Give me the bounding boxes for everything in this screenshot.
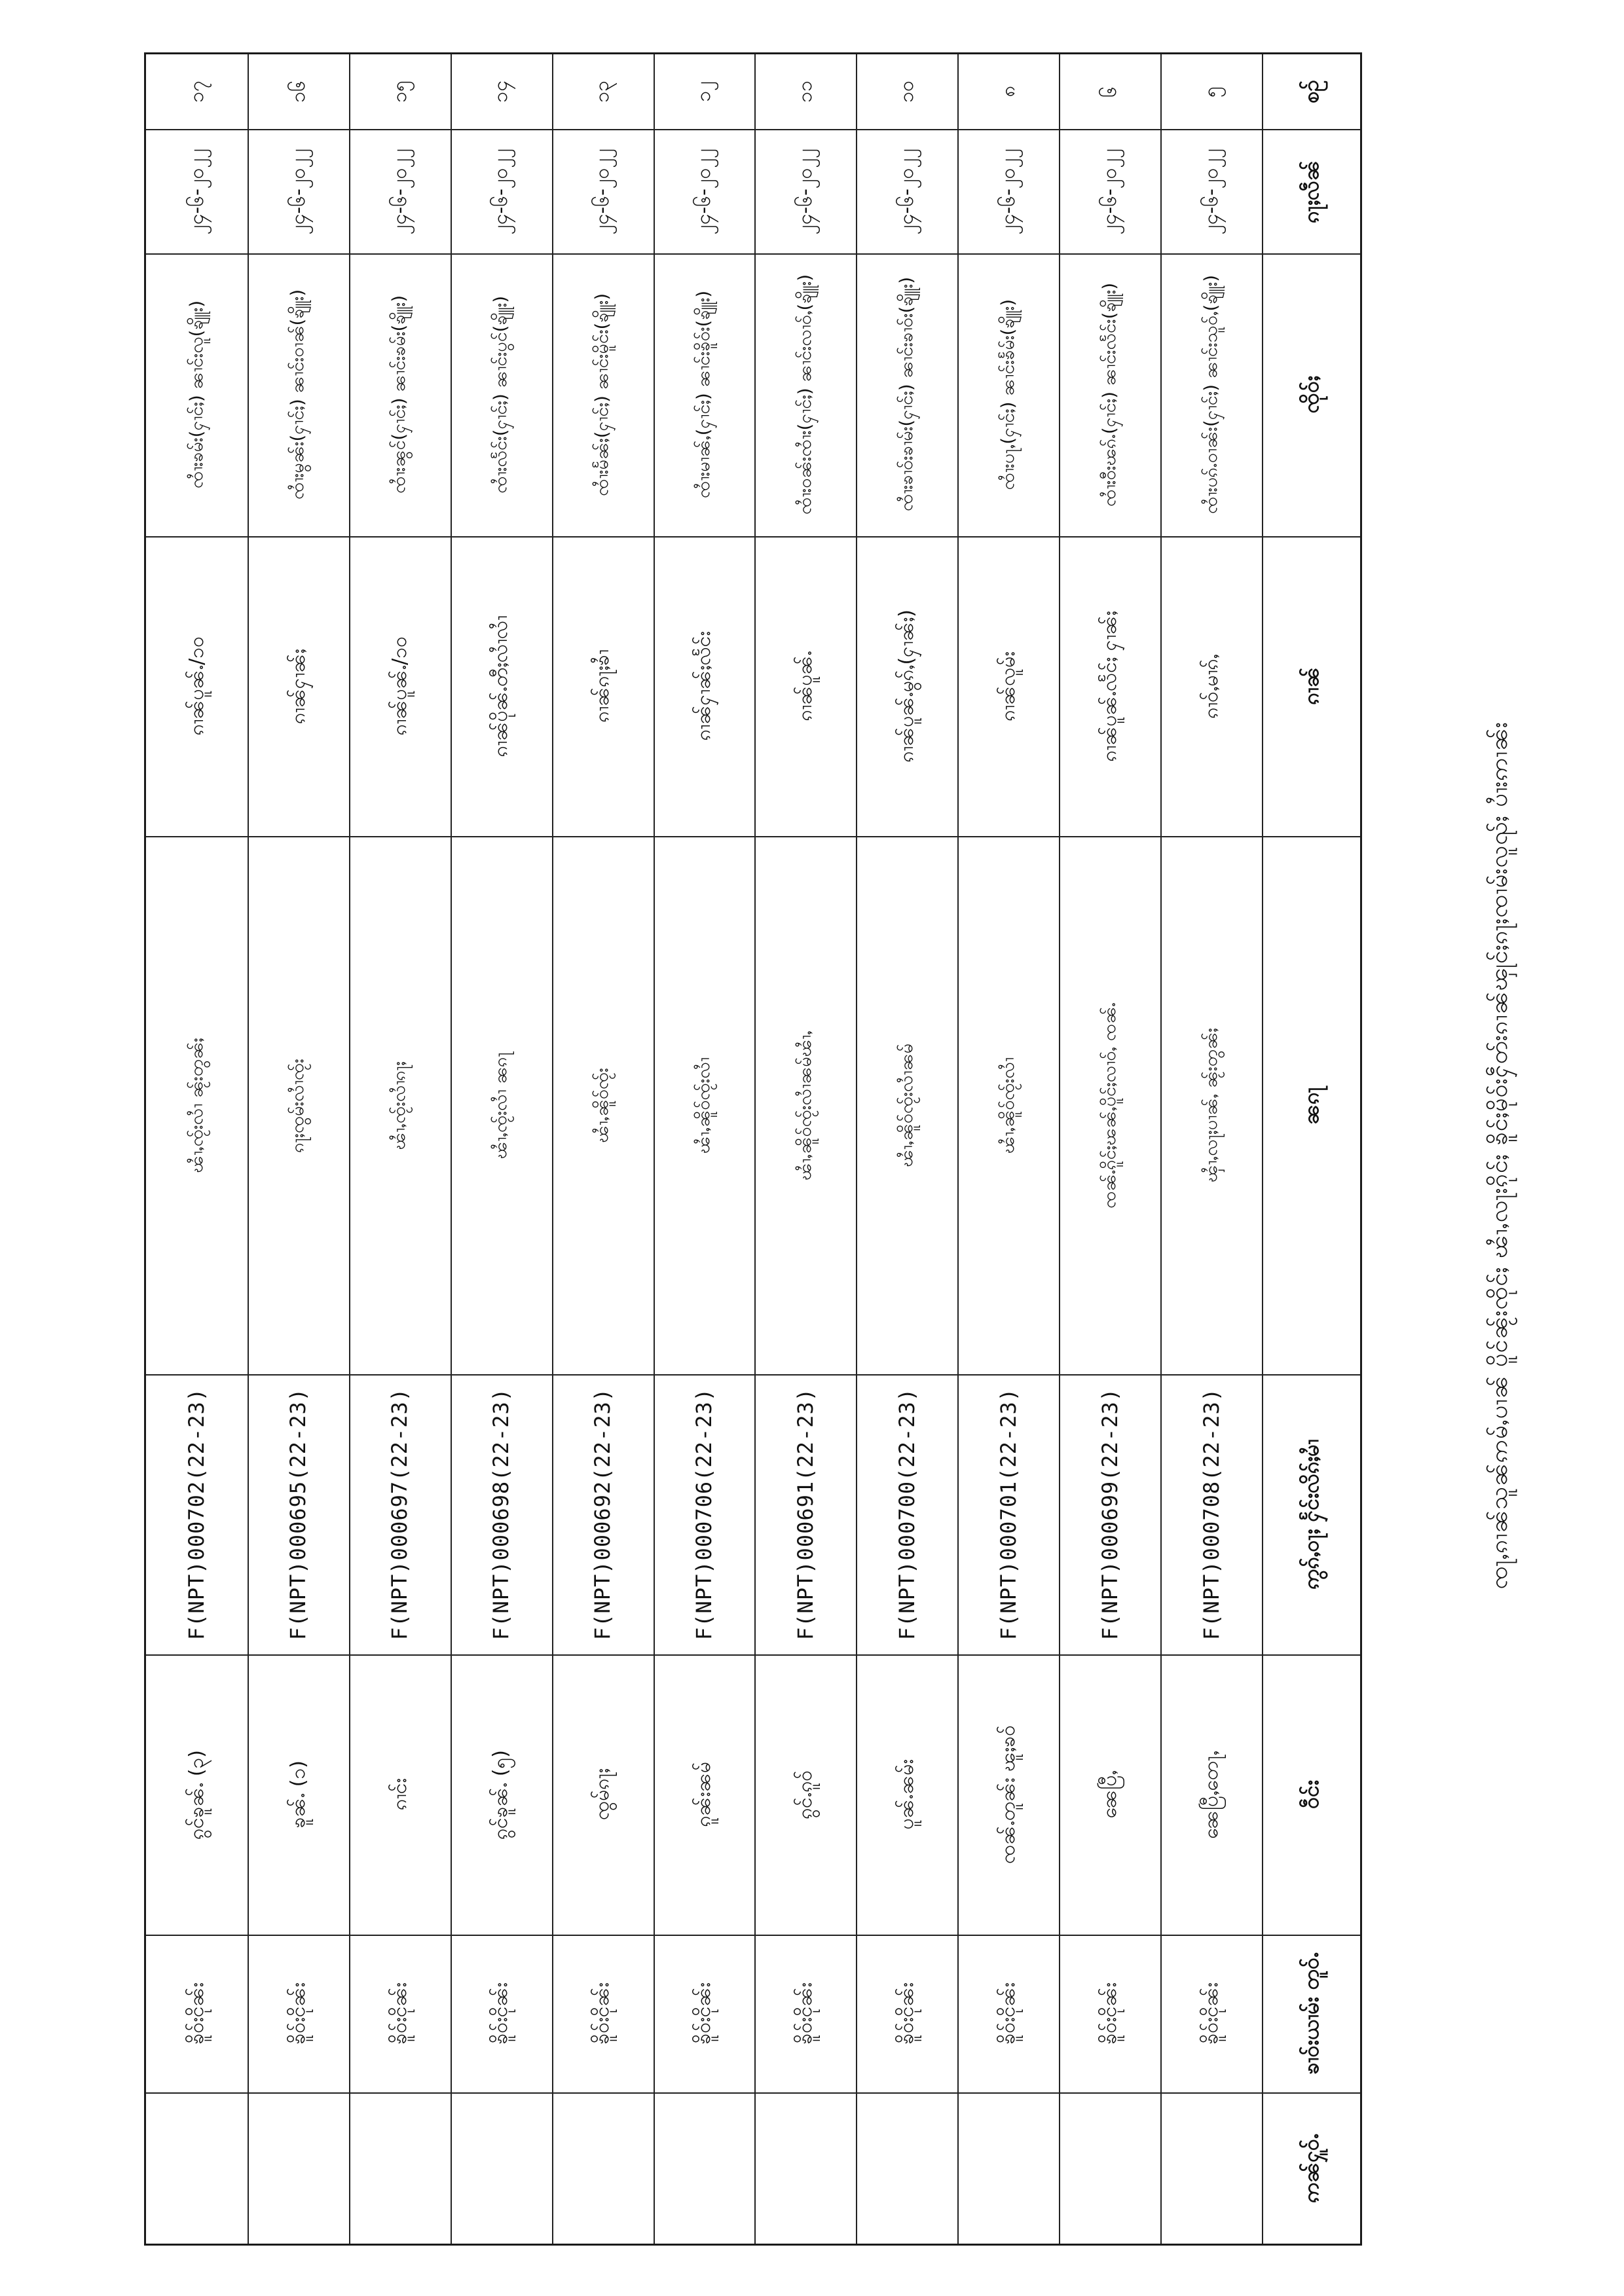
row-8-period [451,1935,552,2092]
row-9-address [349,836,451,1375]
row-6-applicant-text: ၸၢႆးမၢၼ်ႇ(ႁၢင်ႈ) ၼၢင်းၶိူဝ်း(ၶျိူး) [693,290,714,499]
header-township [1262,1654,1360,1935]
row-9-period-text: ၶိူဝ်းငိုၼ်း [388,1982,411,2045]
row-9-applicant-text: ၸၢႆးၼွင်(ႁၢင်ႈ) ၼၢင်းၶမ်း(ၶျိူး) [389,295,410,494]
row-9-no-text: ၁၅ [388,81,411,103]
row-9-remarks [349,2092,451,2244]
row-4-license-no [856,1374,957,1654]
row-2-business [1059,536,1160,836]
row-1-township [1160,1654,1262,1935]
row-8-address [451,836,552,1375]
row-11-applicant [146,253,248,536]
row-11-township-text: ၵွင်ၶူၼ်ႉ (၃) [185,1749,208,1840]
row-1-license-no-text: F(NPT)000708(22-23) [1198,1388,1224,1641]
header-business-text: ၵၢၼ် [1299,667,1323,705]
row-1-business [1160,536,1262,836]
row-4-applicant-text: ၸၢႆးၶၢဝ်းၶၢမ်း(ႁၢင်ႈ) ၼၢင်းၶၢဝ်း(ၶျိူး) [896,277,917,512]
row-6-date [654,129,755,254]
row-1-remarks [1160,2092,1262,2244]
row-10-period-text: ၶိူဝ်းငိုၼ်း [286,1982,310,2045]
row-6-license-no-text: F(NPT)000706(22-23) [691,1388,716,1641]
row-5-applicant [754,253,856,536]
row-7-applicant [552,253,654,536]
row-1-applicant [1160,253,1262,536]
row-11-no [146,54,248,129]
row-8-applicant-text: ၸၢႆးလႅင်း(ႁၢင်ႈ) ၼၢင်းပွင်(ၶျိူး) [490,295,511,494]
row-3-address [957,836,1059,1375]
row-6-township-text: ၵူၼ်းၼမ် [692,1762,716,1827]
row-1-period-text: ၶိူဝ်းငိုၼ်း [1199,1982,1223,2045]
row-11-period-text: ၶိူဝ်းငိုၼ်း [185,1982,208,2045]
header-applicant-text: ၸိုဝ်ႈ [1299,375,1323,414]
row-11-date-text: ၂၄-၆-၂၀၂၂ [185,148,208,235]
row-11-period [146,1935,248,2092]
row-9-applicant [349,253,451,536]
row-10-remarks [248,2092,349,2244]
header-license-no-text: ဢွၵ်ႇဝႃႈ ႁႅင်းလိၵ်ႈမၢႆ [1299,1439,1323,1590]
row-1-business-text: ၵၢဝ်ႇမၢၵ်ႇ [1199,653,1223,719]
row-2-period-text: ၶိူဝ်းငိုၼ်း [1098,1982,1121,2045]
row-2-license-no [1059,1374,1160,1654]
header-applicant [1262,253,1360,536]
row-5-no-text: ၁၁ [794,81,817,103]
row-3-remarks [957,2092,1059,2244]
row-4-business [856,536,957,836]
row-7-period [552,1935,654,2092]
row-7-license-no [552,1374,654,1654]
row-10-applicant [248,253,349,536]
row-2-no-text: ၆ [1098,86,1121,98]
row-3-no-text: ၈ [996,86,1020,98]
row-7-address-text: ၽၢႆႇၼိူဝ်ၸႂ်း [592,1068,613,1143]
row-5-period-text: ၶိူဝ်းငိုၼ်း [794,1982,817,2045]
row-4-township [856,1654,957,1935]
row-6-date-text: ၂၄-၆-၂၀၂၂ [692,148,716,235]
row-2-date [1059,129,1160,254]
row-11-business [146,536,248,836]
row-2-township-text: ၼေပြီႇ [1098,1770,1121,1819]
row-divider [146,253,1360,255]
row-divider [146,536,1360,538]
row-7-township [552,1654,654,1935]
row-2-date-text: ၂၄-၆-၂၀၂၂ [1098,148,1121,235]
row-10-date [248,129,349,254]
row-1-date-text: ၂၄-၆-၂၀၂၂ [1199,148,1223,235]
row-5-date [754,129,856,254]
page-title-text: ၸႃႇၵၢၼ်သူၼ်ဢမ်ႇပၢၼ် ပိူင်ၼႂ်းၸိုင်ႈ ၽၢႆႇလႃးၵိုင်ႈ ၶိူင်ႈမိုဝ်းႁဵတ်းၵၢၼ်ၾုင်ႈၵႃႈၸၢမ်းလူၺ်ႈ ပၢႆးဢၢၼ်း [1486,721,1513,1590]
row-9-no [349,54,451,129]
column-divider [1059,54,1060,2244]
row-2-no [1059,54,1160,129]
row-3-license-no-text: F(NPT)000701(22-23) [995,1388,1021,1641]
row-5-no [754,54,856,129]
header-license-no [1262,1374,1360,1654]
row-divider [146,2092,1360,2094]
row-8-remarks [451,2092,552,2244]
row-5-business [754,536,856,836]
row-2-applicant-text: ၸၢႆးဝီးၽၵ်ႉ(ႁၢင်ႈ) ၼၢင်းလႅင်း(ၶျိူး) [1099,282,1120,507]
row-1-address [1160,836,1262,1375]
row-7-township-text: ၸွမ်ၵႃႈ [591,1768,614,1821]
column-divider [552,54,553,2244]
row-10-address-text: ၵႃႈၸွမ်းလၢႆၸႂ်း [287,1058,308,1153]
row-8-township-text: ၵွင်ၶူၼ်ႉ (၅) [489,1749,513,1840]
row-7-address [552,836,654,1375]
row-5-license-no-text: F(NPT)000691(22-23) [792,1388,818,1641]
row-4-no [856,54,957,129]
row-4-address-text: ၽၢႆႇၼိူဝ်ၸႂ်းလၢႆၼမ် [896,1044,917,1167]
row-7-no [552,54,654,129]
column-divider [957,54,959,2244]
row-8-no-text: ၁၄ [489,81,513,103]
row-4-remarks [856,2092,957,2244]
row-3-applicant-text: ၸၢႆးပႃႇ(ႁၢင်ႈ) ၼၢင်းၶႅမ်း(ၶျိူး) [997,299,1018,490]
row-3-date [957,129,1059,254]
column-divider [856,54,857,2244]
row-9-license-no [349,1374,451,1654]
row-4-date [856,129,957,254]
row-3-address-text: ၽၢႆႇၼိူဝ်ၸႂ်းလၢႆ [997,1057,1018,1154]
row-6-address-text: ၽၢႆႇၼိူဝ်ၸႂ်းလၢႆ [693,1057,714,1154]
row-7-license-no-text: F(NPT)000692(22-23) [590,1388,616,1641]
row-10-business [248,536,349,836]
row-10-applicant-text: ၸၢႆးမွၼ်း(ႁၢင်ႈ) ၼၢင်းဝၢၼ်(ၶျိူး) [287,289,308,500]
row-3-business [957,536,1059,836]
row-3-township [957,1654,1059,1935]
row-7-business-text: ၵၢၼ်ၵႃႈၶၢႆ [591,649,614,723]
row-1-license-no [1160,1374,1262,1654]
row-9-date-text: ၂၄-၆-၂၀၂၂ [388,148,411,235]
header-township-text: ဝဵင်း [1299,1780,1323,1809]
row-4-township-text: ပူၼ်ႉၼမ်း [895,1759,919,1830]
row-9-license-no-text: F(NPT)000697(22-23) [387,1388,413,1641]
row-1-address-text: ၾၢႆႇလႃႈပၢၼ်ႇ ၼႂ်းတွၼ်ႈ [1200,1028,1221,1183]
row-4-business-text: ၵၢၼ်ပူၼ်ႉမွၵ်ႇ(ႁၢၼ်ႈ) [895,610,919,763]
row-11-license-no-text: F(NPT)000702(22-23) [184,1388,210,1641]
row-11-date [146,129,248,254]
row-11-address-text: ၽၢႆႇၸႂ်းလၢႆ ၼႂ်းတွၼ်ႈ [186,1038,207,1173]
row-11-address [146,836,248,1375]
header-no [1262,54,1360,129]
row-7-period-text: ၶိူဝ်းငိုၼ်း [591,1982,614,2045]
row-10-township-text: ၶူၼ်ႉ (၁) [286,1760,310,1829]
row-5-business-text: ၵၢၼ်ပူၼ်ႉ [794,651,817,721]
row-11-business-text: ၵၢၼ်ပူၼ်ႉ/၁၀ [185,636,208,736]
row-10-township [248,1654,349,1935]
row-9-township-text: ၵၢင်း [388,1778,411,1811]
row-7-remarks [552,2092,654,2244]
row-7-date-text: ၂၄-၆-၂၀၂၂ [591,148,614,235]
row-3-no [957,54,1059,129]
row-3-township-text: ၸၼ်ႉတူၼ်း ၽူႈၶဝ် [996,1725,1020,1864]
header-remarks [1262,2092,1360,2244]
column-divider [754,54,756,2244]
row-11-no-text: ၁၇ [185,81,208,103]
row-3-period-text: ၶိူဝ်းငိုၼ်း [996,1982,1020,2045]
row-7-no-text: ၁၃ [591,81,614,103]
row-5-period [754,1935,856,2092]
row-2-business-text: ၵၢၼ်ပူၼ်ႉလႅင်ႈ ႁၢၼ်ႈ [1098,610,1121,762]
row-divider [146,1935,1360,1936]
header-address [1262,836,1360,1375]
row-4-license-no-text: F(NPT)000700(22-23) [894,1388,919,1641]
row-6-no [654,54,755,129]
row-10-period [248,1935,349,2092]
row-8-no [451,54,552,129]
row-3-period [957,1935,1059,2092]
row-1-no [1160,54,1262,129]
row-10-business-text: ၵၢၼ်ႁၢၼ်ႈ [286,648,310,724]
row-2-period [1059,1935,1160,2092]
header-address-text: ၼၵႃ [1299,1086,1323,1125]
row-8-address-text: ၽၢႆႇၸႂ်းလၢႆ ၼၵႃ [490,1051,511,1159]
row-8-license-no-text: F(NPT)000698(22-23) [489,1388,514,1641]
row-6-business-text: ၵၢၼ်ႁၢၼ်ႈလႅင်း [692,631,716,741]
row-9-business [349,536,451,836]
row-2-address-text: ၸၼ်ႉၵိူင်ႈၽၼ်ႇပိူင်ႈလၢဝ်ႇ ၸၼ်ႉ [1099,1002,1120,1209]
row-6-license-no [654,1374,755,1654]
license-table [144,52,1362,2246]
row-9-township [349,1654,451,1935]
row-2-address [1059,836,1160,1375]
column-divider [451,54,452,2244]
row-9-period [349,1935,451,2092]
row-11-remarks [146,2092,248,2244]
row-divider [146,1654,1360,1656]
row-10-no-text: ၁၆ [286,81,310,103]
row-divider [146,129,1360,130]
row-divider [146,836,1360,837]
row-7-date [552,129,654,254]
column-divider [248,54,249,2244]
row-5-remarks [754,2092,856,2244]
header-remarks-text: ဢၼ်ႁူဝ်ႉ [1299,2133,1323,2203]
row-9-business-text: ၵၢၼ်ပူၼ်ႉ/၁၀ [388,636,411,736]
row-4-period-text: ၶိူဝ်းငိုၼ်း [895,1982,919,2045]
page-title [1470,92,1529,2219]
row-8-business-text: ၵၢၼ်ပိုၼ်ႉတီႈလၢႆလၢႆ [489,615,513,757]
row-1-date [1160,129,1262,254]
row-1-applicant-text: ၸၢႆးပၵ်ႉဝၢၼ်း(ႁၢင်ႈ) ၼၢင်းသူဝ်ႇ(ၶျိူး) [1200,275,1221,514]
row-5-address-text: ၽၢႆႇၼိူဝ်ၸႂ်းလၢႆၼမ်ၽၢႆႇ [795,1030,816,1181]
row-8-date [451,129,552,254]
row-11-applicant-text: ၸၢႆးၶမ်း(ႁၢင်ႈ) ၼၢင်းလူ(ၶျိူး) [186,300,207,489]
row-7-applicant-text: ၸၢႆးမႅၼ်ႈ(ႁၢင်ႈ) ၼၢင်းမိူင်း(ၶျိူး) [592,293,613,496]
row-10-license-no [248,1374,349,1654]
row-5-address [754,836,856,1375]
row-6-period [654,1935,755,2092]
header-date [1262,129,1360,254]
row-1-period [1160,1935,1262,2092]
row-10-address [248,836,349,1375]
column-divider [654,54,655,2244]
row-5-applicant-text: ၸၢႆးဝၼ်းၸၢႆး(ႁၢင်ႈ) ၼၢင်းလၢဝ်ႇ(ၶျိူး) [795,274,816,515]
row-8-period-text: ၶိူဝ်းငိုၼ်း [489,1982,513,2045]
row-2-township [1059,1654,1160,1935]
row-2-license-no-text: F(NPT)000699(22-23) [1097,1388,1122,1641]
row-6-address [654,836,755,1375]
column-divider [1160,54,1162,2244]
header-period [1262,1935,1360,2092]
row-2-remarks [1059,2092,1160,2244]
row-8-date-text: ၂၄-၆-၂၀၂၂ [489,148,513,235]
row-4-date-text: ၂၄-၆-၂၀၂၂ [895,148,919,235]
row-6-no-text: ၁၂ [692,81,716,102]
row-4-period [856,1935,957,2092]
row-9-address-text: ၽၢႆႇၸႂ်းလၢႆၵႃႈ [389,1061,410,1150]
header-business [1262,536,1360,836]
row-4-applicant [856,253,957,536]
row-6-period-text: ၶိူဝ်းငိုၼ်း [692,1982,716,2045]
header-period-text: ၶၢဝ်းယၢမ်း တူဝ်ႉ [1299,1952,1323,2075]
row-divider [146,1374,1360,1376]
row-3-date-text: ၂၄-၆-၂၀၂၂ [996,148,1020,235]
row-10-date-text: ၂၄-၆-၂၀၂၂ [286,148,310,235]
row-6-business [654,536,755,836]
row-11-township [146,1654,248,1935]
row-5-township-text: ၵွင်ႉၵူဝ် [794,1770,817,1819]
row-1-township-text: ၼေပြီႇတေႃႇ [1199,1750,1223,1839]
row-4-no-text: ၁၀ [895,81,919,103]
row-6-applicant [654,253,755,536]
row-5-date-text: ၂၄-၆-၂၀၂၂ [794,148,817,235]
row-9-date [349,129,451,254]
row-1-no-text: ၅ [1199,86,1223,98]
row-4-address [856,836,957,1375]
row-5-township [754,1654,856,1935]
header-no-text: စဥ် [1299,80,1323,103]
header-date-text: ၵႃႈလဵၼ် [1299,160,1323,223]
row-3-license-no [957,1374,1059,1654]
row-6-township [654,1654,755,1935]
row-5-license-no [754,1374,856,1654]
column-divider [349,54,350,2244]
row-6-remarks [654,2092,755,2244]
row-3-business-text: ၵၢၼ်လူမ်း [996,651,1020,721]
row-3-applicant [957,253,1059,536]
row-10-license-no-text: F(NPT)000695(22-23) [286,1388,311,1641]
row-2-applicant [1059,253,1160,536]
row-11-license-no [146,1374,248,1654]
row-8-applicant [451,253,552,536]
row-8-township [451,1654,552,1935]
row-8-business [451,536,552,836]
row-7-business [552,536,654,836]
row-10-no [248,54,349,129]
row-8-license-no [451,1374,552,1654]
column-divider [1262,54,1263,2244]
